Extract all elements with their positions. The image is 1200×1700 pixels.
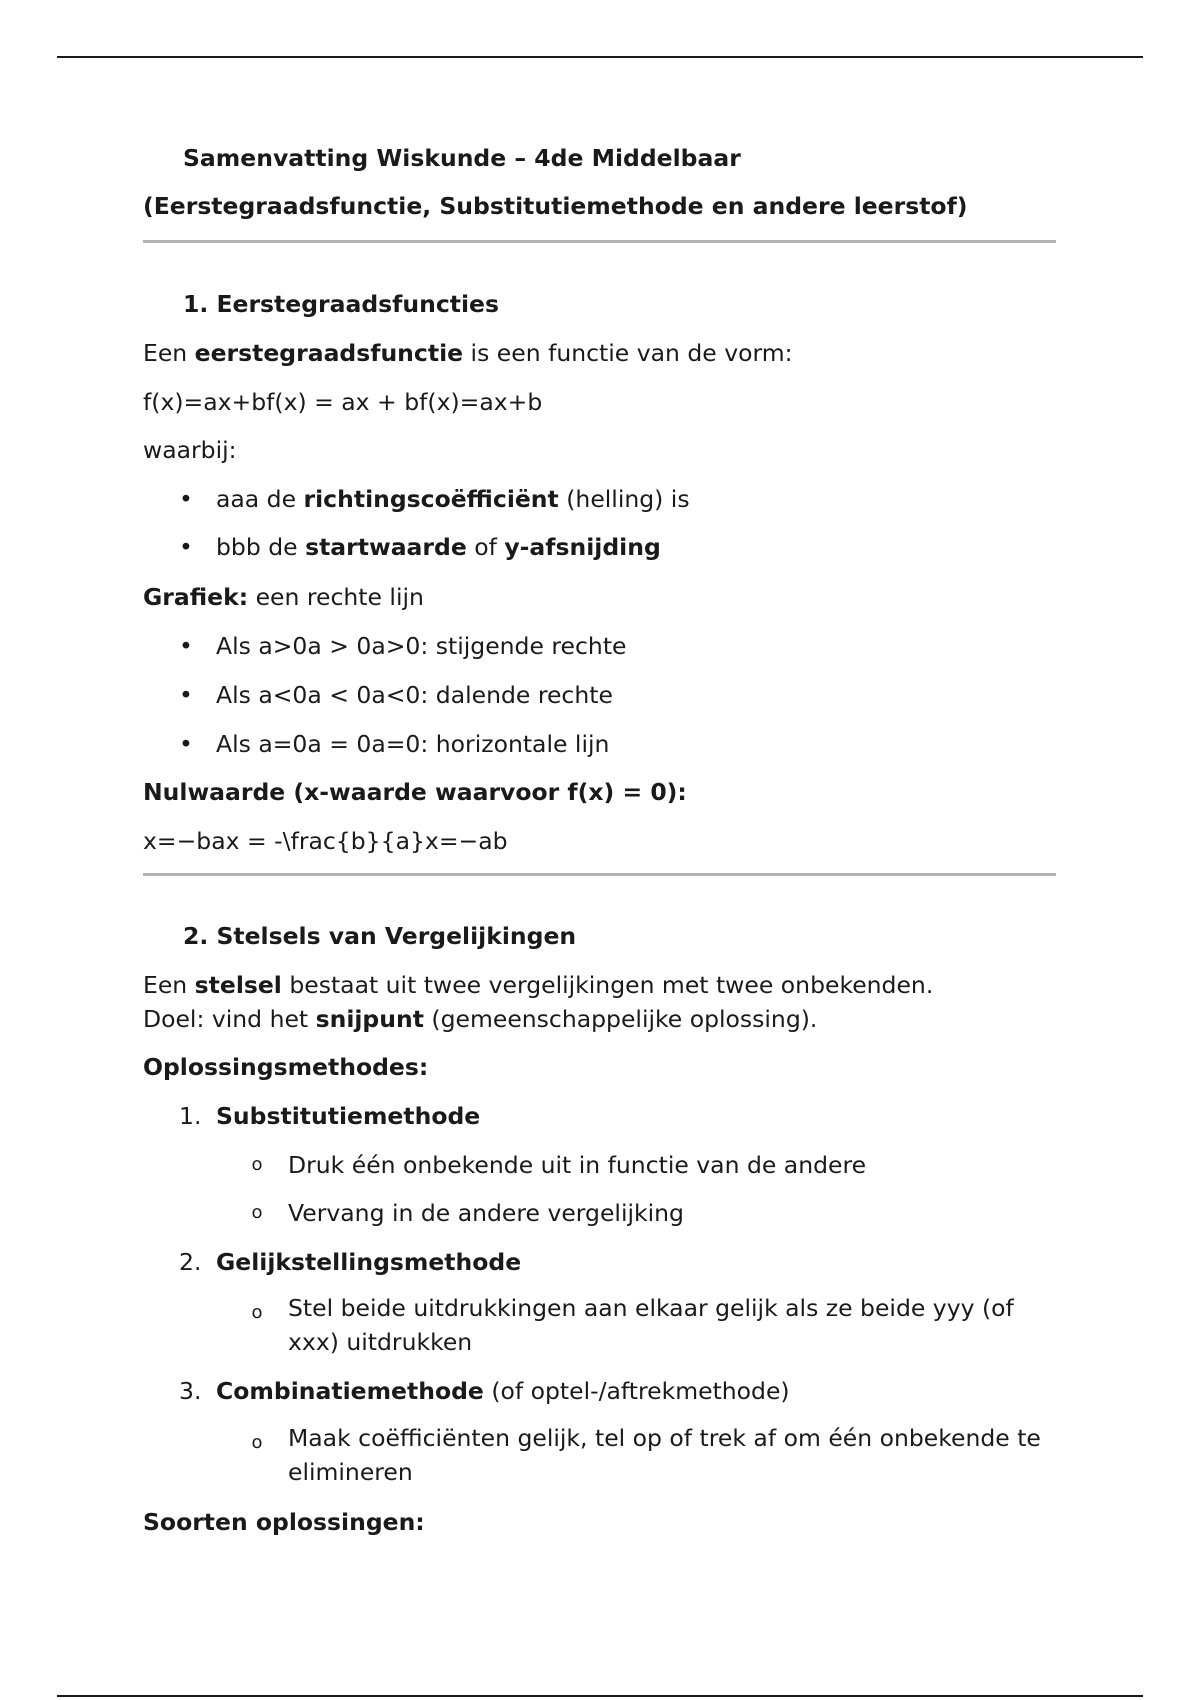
- system-goal: Doel: vind het snijpunt (gemeenschappelijke oplossing).: [143, 1005, 818, 1033]
- bullet-icon: •: [179, 681, 193, 709]
- graph-description: Grafiek: een rechte lijn: [143, 583, 424, 611]
- circle-bullet-icon: o: [251, 1302, 263, 1323]
- section-divider: [143, 873, 1056, 876]
- circle-bullet-icon: o: [251, 1202, 263, 1223]
- linear-function-formula: f(x)=ax+bf(x) = ax + bf(x)=ax+b: [143, 388, 543, 416]
- methods-heading: Oplossingsmethodes:: [143, 1053, 429, 1081]
- system-definition: Een stelsel bestaat uit twee vergelijkingen met twee onbekenden.: [143, 971, 934, 999]
- bullet-icon: •: [179, 533, 193, 561]
- page-bottom-rule: [57, 1695, 1143, 1697]
- section-divider: [143, 240, 1056, 243]
- where-label: waarbij:: [143, 436, 237, 464]
- zero-point-heading: Nulwaarde (x-waarde waarvoor f(x) = 0):: [143, 778, 687, 806]
- solution-types-heading: Soorten oplossingen:: [143, 1508, 425, 1536]
- circle-bullet-icon: o: [251, 1432, 263, 1453]
- section1-heading: 1. Eerstegraadsfuncties: [183, 290, 499, 318]
- bullet-icon: •: [179, 485, 193, 513]
- circle-bullet-icon: o: [251, 1154, 263, 1175]
- document-title: Samenvatting Wiskunde – 4de Middelbaar: [183, 144, 741, 172]
- bullet-icon: •: [179, 632, 193, 660]
- document-subtitle: (Eerstegraadsfunctie, Substitutiemethode en andere leerstof): [143, 192, 968, 220]
- bullet-icon: •: [179, 730, 193, 758]
- page-top-rule: [57, 56, 1143, 58]
- section1-intro: Een eerstegraadsfunctie is een functie van de vorm:: [143, 339, 793, 367]
- zero-point-formula: x=−bax = -\frac{b}{a}x=−ab: [143, 827, 508, 855]
- section2-heading: 2. Stelsels van Vergelijkingen: [183, 922, 577, 950]
